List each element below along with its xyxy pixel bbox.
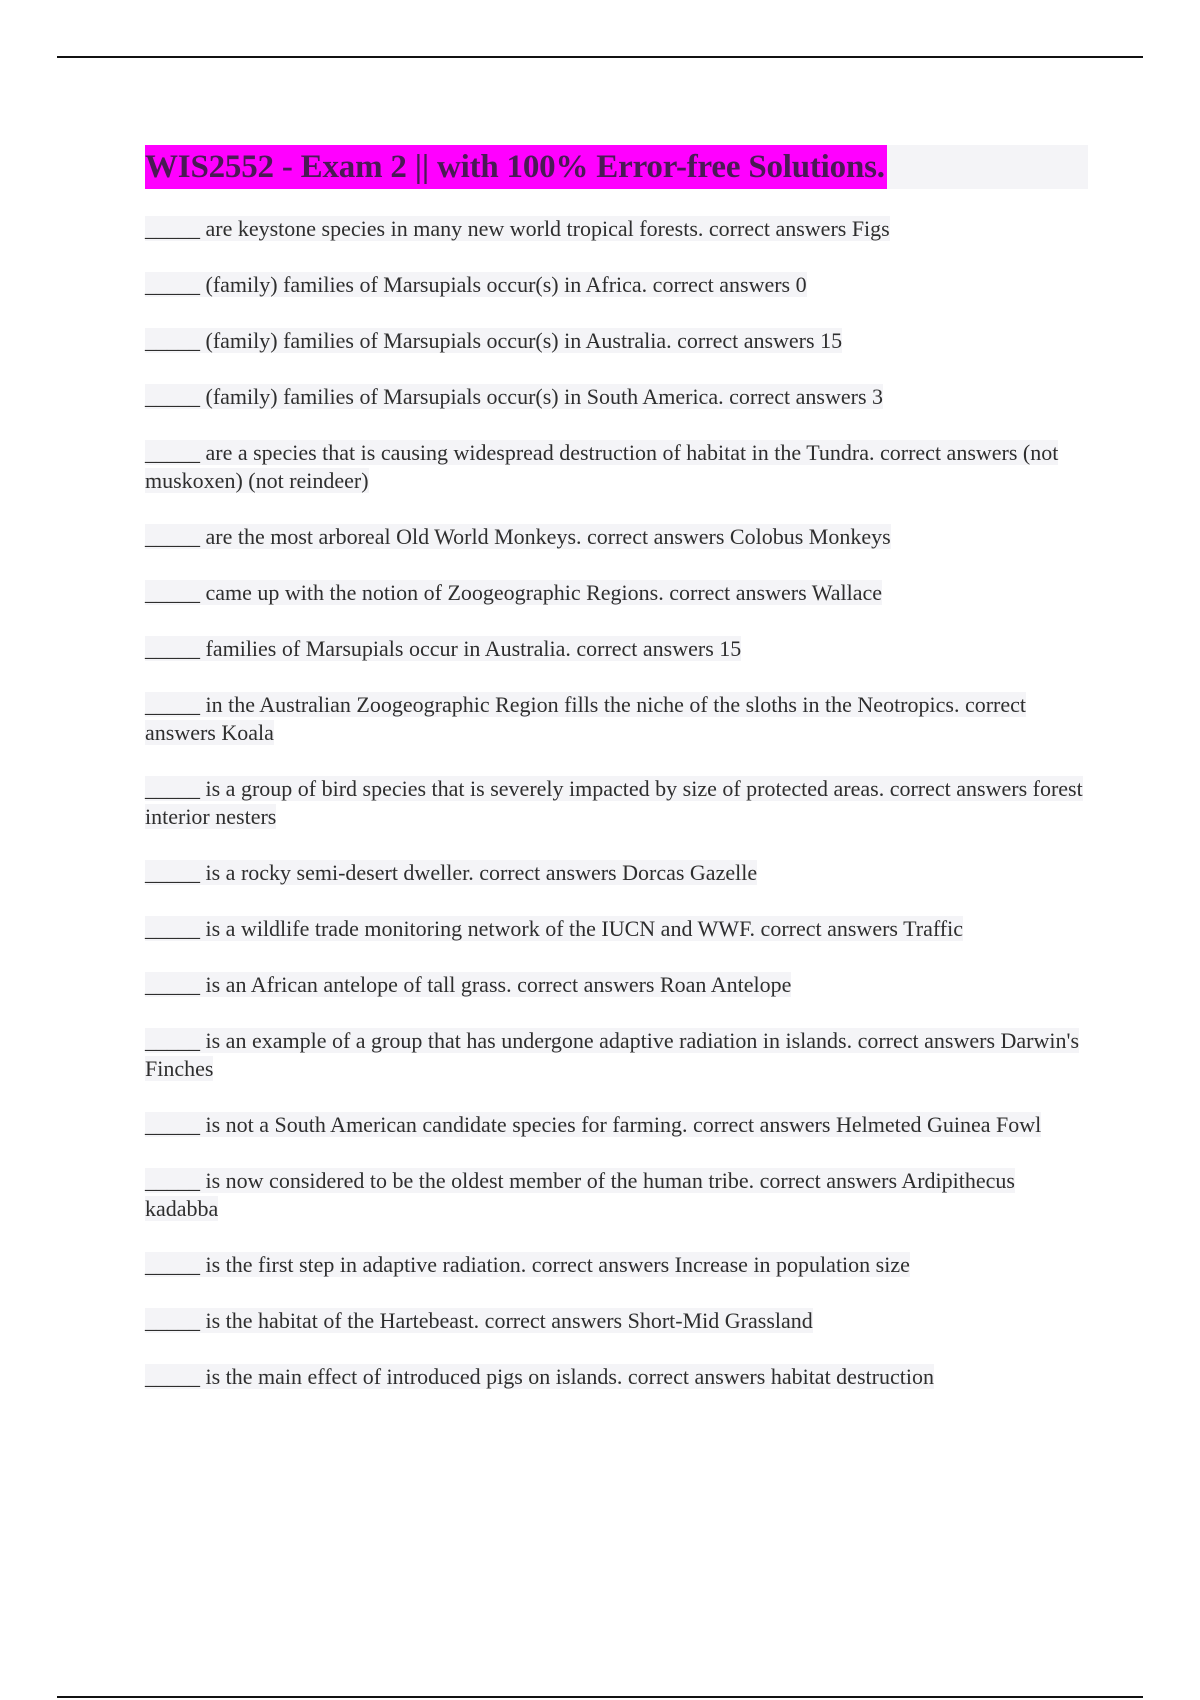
qa-item-text: _____ is a wildlife trade monitoring network of the IUCN and WWF. correct answers Traffic xyxy=(145,916,963,941)
qa-item-text: _____ is an African antelope of tall grass. correct answers Roan Antelope xyxy=(145,972,792,997)
qa-item-text: _____ are the most arboreal Old World Monkeys. correct answers Colobus Monkeys xyxy=(145,524,891,549)
qa-item-text: _____ is an example of a group that has undergone adaptive radiation in islands. correct answers Darwin's Finches xyxy=(145,1028,1080,1081)
qa-item xyxy=(145,635,1090,663)
qa-item xyxy=(145,1307,1090,1335)
qa-item xyxy=(145,579,1090,607)
qa-item-text: _____ are keystone species in many new world tropical forests. correct answers Figs xyxy=(145,216,890,241)
qa-item xyxy=(145,327,1090,355)
qa-item xyxy=(145,915,1090,943)
document-title: WIS2552 - Exam 2 || with 100% Error-free Solutions. xyxy=(145,145,887,189)
bottom-rule xyxy=(57,1696,1143,1698)
qa-item-text: _____ (family) families of Marsupials occur(s) in Australia. correct answers 15 xyxy=(145,328,843,353)
qa-item xyxy=(145,439,1090,495)
top-rule xyxy=(57,56,1143,58)
qa-item-text: _____ are a species that is causing widespread destruction of habitat in the Tundra. correct answers (not muskoxen) (not reindeer) xyxy=(145,440,1059,493)
qa-list xyxy=(145,215,1090,1419)
qa-item xyxy=(145,775,1090,831)
title-row xyxy=(145,145,1088,189)
qa-item-text: _____ is a group of bird species that is severely impacted by size of protected areas. correct answers forest interior nesters xyxy=(145,776,1083,829)
qa-item xyxy=(145,1251,1090,1279)
qa-item-text: _____ (family) families of Marsupials occur(s) in South America. correct answers 3 xyxy=(145,384,884,409)
qa-item xyxy=(145,1167,1090,1223)
qa-item-text: _____ (family) families of Marsupials occur(s) in Africa. correct answers 0 xyxy=(145,272,807,297)
qa-item-text: _____ is the habitat of the Hartebeast. correct answers Short-Mid Grassland xyxy=(145,1308,813,1333)
qa-item xyxy=(145,971,1090,999)
qa-item-text: _____ is not a South American candidate species for farming. correct answers Helmeted Guinea Fowl xyxy=(145,1112,1042,1137)
qa-item-text: _____ families of Marsupials occur in Australia. correct answers 15 xyxy=(145,636,742,661)
qa-item xyxy=(145,383,1090,411)
qa-item-text: _____ is now considered to be the oldest member of the human tribe. correct answers Ardipithecus kadabba xyxy=(145,1168,1015,1221)
qa-item xyxy=(145,1363,1090,1391)
qa-item xyxy=(145,1027,1090,1083)
qa-item xyxy=(145,859,1090,887)
qa-item xyxy=(145,523,1090,551)
qa-item-text: _____ is a rocky semi-desert dweller. correct answers Dorcas Gazelle xyxy=(145,860,758,885)
qa-item-text: _____ is the main effect of introduced pigs on islands. correct answers habitat destruction xyxy=(145,1364,934,1389)
qa-item-text: _____ came up with the notion of Zoogeographic Regions. correct answers Wallace xyxy=(145,580,883,605)
qa-item-text: _____ is the first step in adaptive radiation. correct answers Increase in population size xyxy=(145,1252,910,1277)
qa-item xyxy=(145,691,1090,747)
qa-item xyxy=(145,215,1090,243)
qa-item-text: _____ in the Australian Zoogeographic Region fills the niche of the sloths in the Neotropics. correct answers Koala xyxy=(145,692,1027,745)
qa-item xyxy=(145,1111,1090,1139)
qa-item xyxy=(145,271,1090,299)
